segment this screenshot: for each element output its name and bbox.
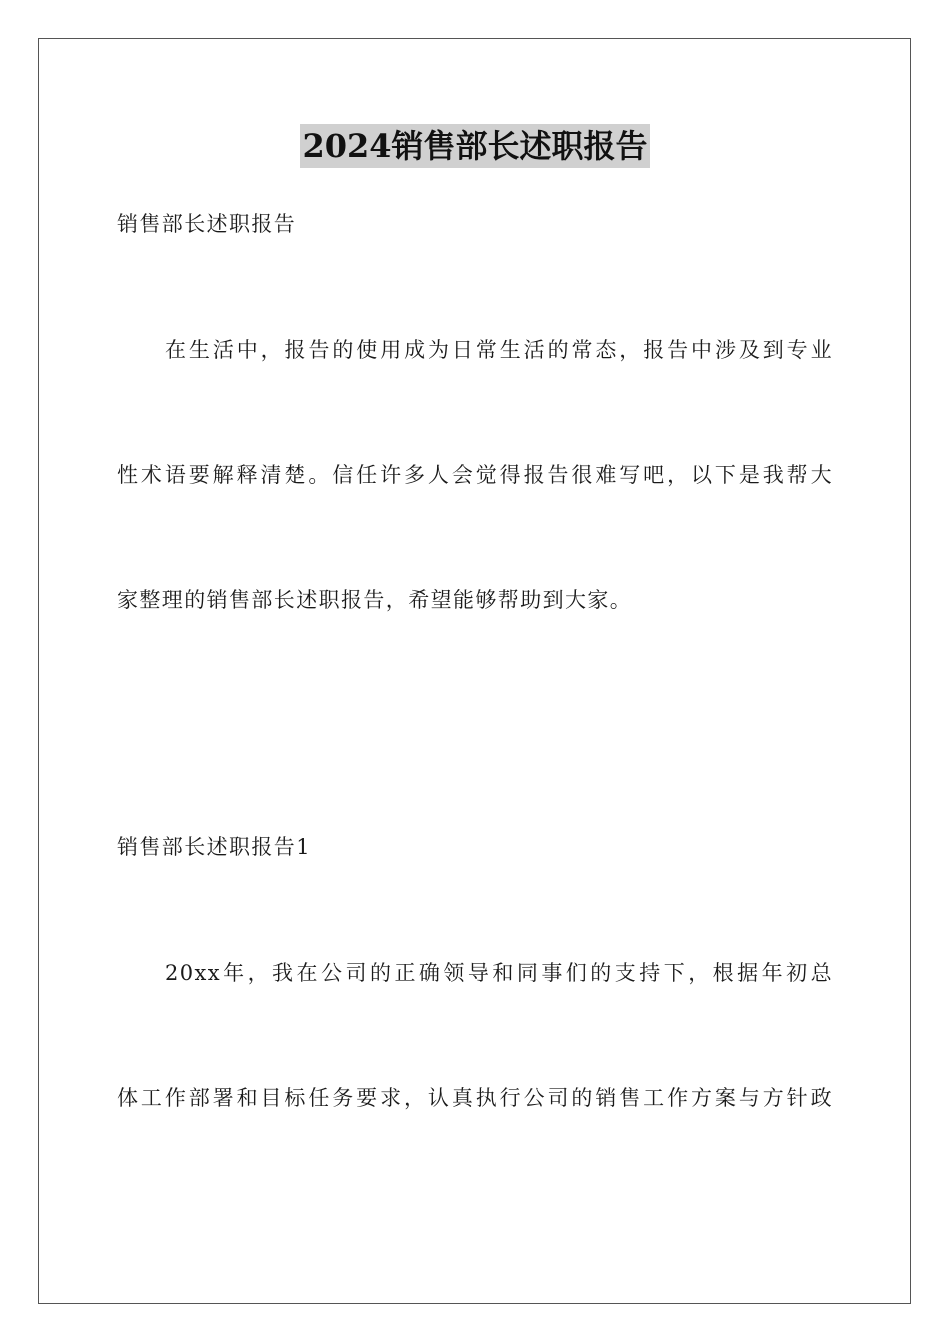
title-container: [0, 124, 950, 168]
section-line-1: 20xx年，我在公司的正确领导和同事们的支持下，根据年初总: [165, 961, 833, 985]
intro-line-3: 家整理的销售部长述职报告，希望能够帮助到大家。: [117, 588, 633, 612]
document-title: 2024销售部长述职报告: [300, 124, 649, 168]
intro-line-1: 在生活中，报告的使用成为日常生活的常态，报告中涉及到专业: [165, 338, 833, 362]
intro-line-2: 性术语要解释清楚。信任许多人会觉得报告很难写吧，以下是我帮大: [117, 463, 833, 487]
section-heading: 销售部长述职报告1: [117, 835, 311, 859]
document-subtitle: 销售部长述职报告: [117, 212, 297, 236]
section-line-2: 体工作部署和目标任务要求，认真执行公司的销售工作方案与方针政: [117, 1086, 833, 1110]
